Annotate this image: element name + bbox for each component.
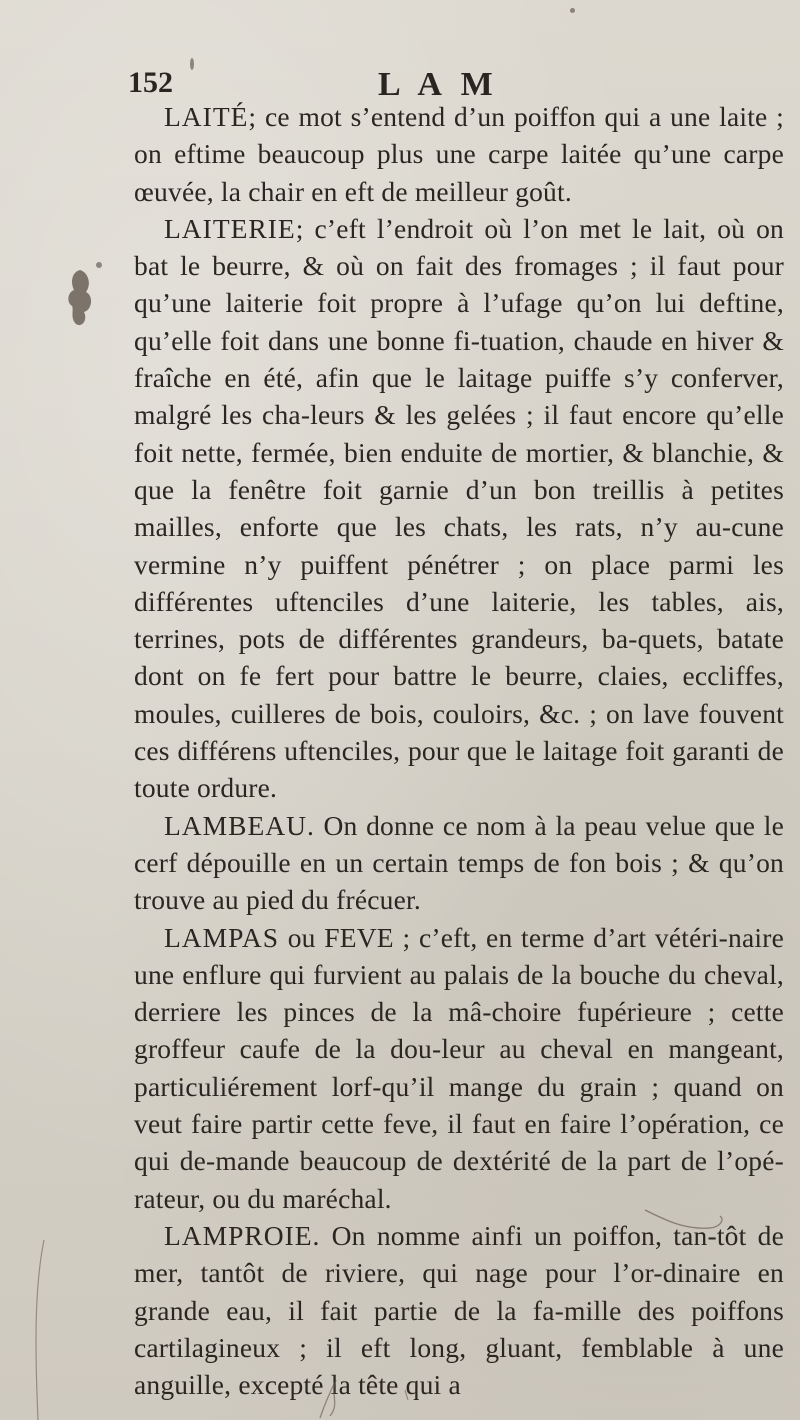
dictionary-entry: [134, 98, 784, 210]
entry-term: LAITERIE: [164, 212, 296, 244]
ink-stain: [570, 8, 575, 13]
entry-text: ; ce mot s’entend d’un poiffon qui a une laite ; on eftime beaucoup plus une carpe laitée qu’une carpe œuvée, la chair en eft de meilleur goût.: [134, 101, 784, 207]
entry-term: LAITÉ: [164, 101, 249, 132]
page-number: 152: [128, 66, 173, 99]
dictionary-entry: [134, 1217, 784, 1403]
margin-ink-blot: [62, 262, 98, 332]
entry-text: On donne ce nom à la peau velue que le cerf dépouille en un certain temps de fon bois ; & qu’on trouve au pied du frécuer.: [134, 809, 784, 916]
margin-pencil-mark: [30, 1240, 50, 1420]
entry-term: LAMPAS: [164, 921, 280, 953]
entry-text: On nomme ainfi un poiffon, tan-tôt de mer, tantôt de riviere, qui nage pour l’or-dinaire en grande eau, il fait partie de la fa-mille des poiffons cartilagineux ; il eft long, gluant, femblable à une anguille, excepté la tête qui a: [134, 1219, 784, 1401]
dictionary-entry: [134, 210, 784, 807]
pencil-scribble: [640, 1190, 730, 1240]
entry-term: LAMPROIE.: [164, 1219, 321, 1251]
dictionary-entry: [134, 807, 784, 919]
entry-text: ; c’eft l’endroit où l’on met le lait, où on bat le beurre, & où on fait des fromages ; il faut pour qu’une laiterie foit propre à l’ufage qu’on lui deftine, qu’elle foit dans une bonne fi-tuation, chaude en hiver & fraîche en été, afin que le laitage puiffe s’y conferver, malgré les cha-leurs & les gelées ; il faut encore qu’elle foit nette, fermée, bien enduite de mortier, & blanchie, & que la fenêtre foit garnie d’un bon treillis à petites mailles, enforte que les chats, les rats, n’y au-cune vermine n’y puiffent pénétrer ; on place parmi les différentes uftenciles d’une laiterie, les tables, ais, terrines, pots de différentes grandeurs, ba-quets, batate dont on fe fert pour battre le beurre, claies, eccliffes, moules, cuilleres de bois, couloirs, &c. ; on lave fouvent ces différens uftenciles, pour que le laitage foit garanti de toute ordure.: [134, 212, 784, 804]
running-head: L A M: [378, 66, 499, 103]
entry-text: ou FEVE ; c’eft, en terme d’art vétéri-naire une enflure qui furvient au palais de la bouche du cheval, derriere les pinces de la mâ-choire fupérieure ; cette groffeur caufe de la dou-leur au cheval en mangeant, particuliérement lorf-qu’il mange du grain ; quand on veut faire partir cette feve, il faut en faire l’opération, ce qui de-mande beaucoup de dextérité de la part de l’opé-rateur, ou du maréchal.: [134, 921, 784, 1214]
entry-term: LAMBEAU.: [164, 809, 315, 841]
dictionary-entry: [134, 919, 784, 1217]
pencil-scribble: [300, 1370, 420, 1420]
